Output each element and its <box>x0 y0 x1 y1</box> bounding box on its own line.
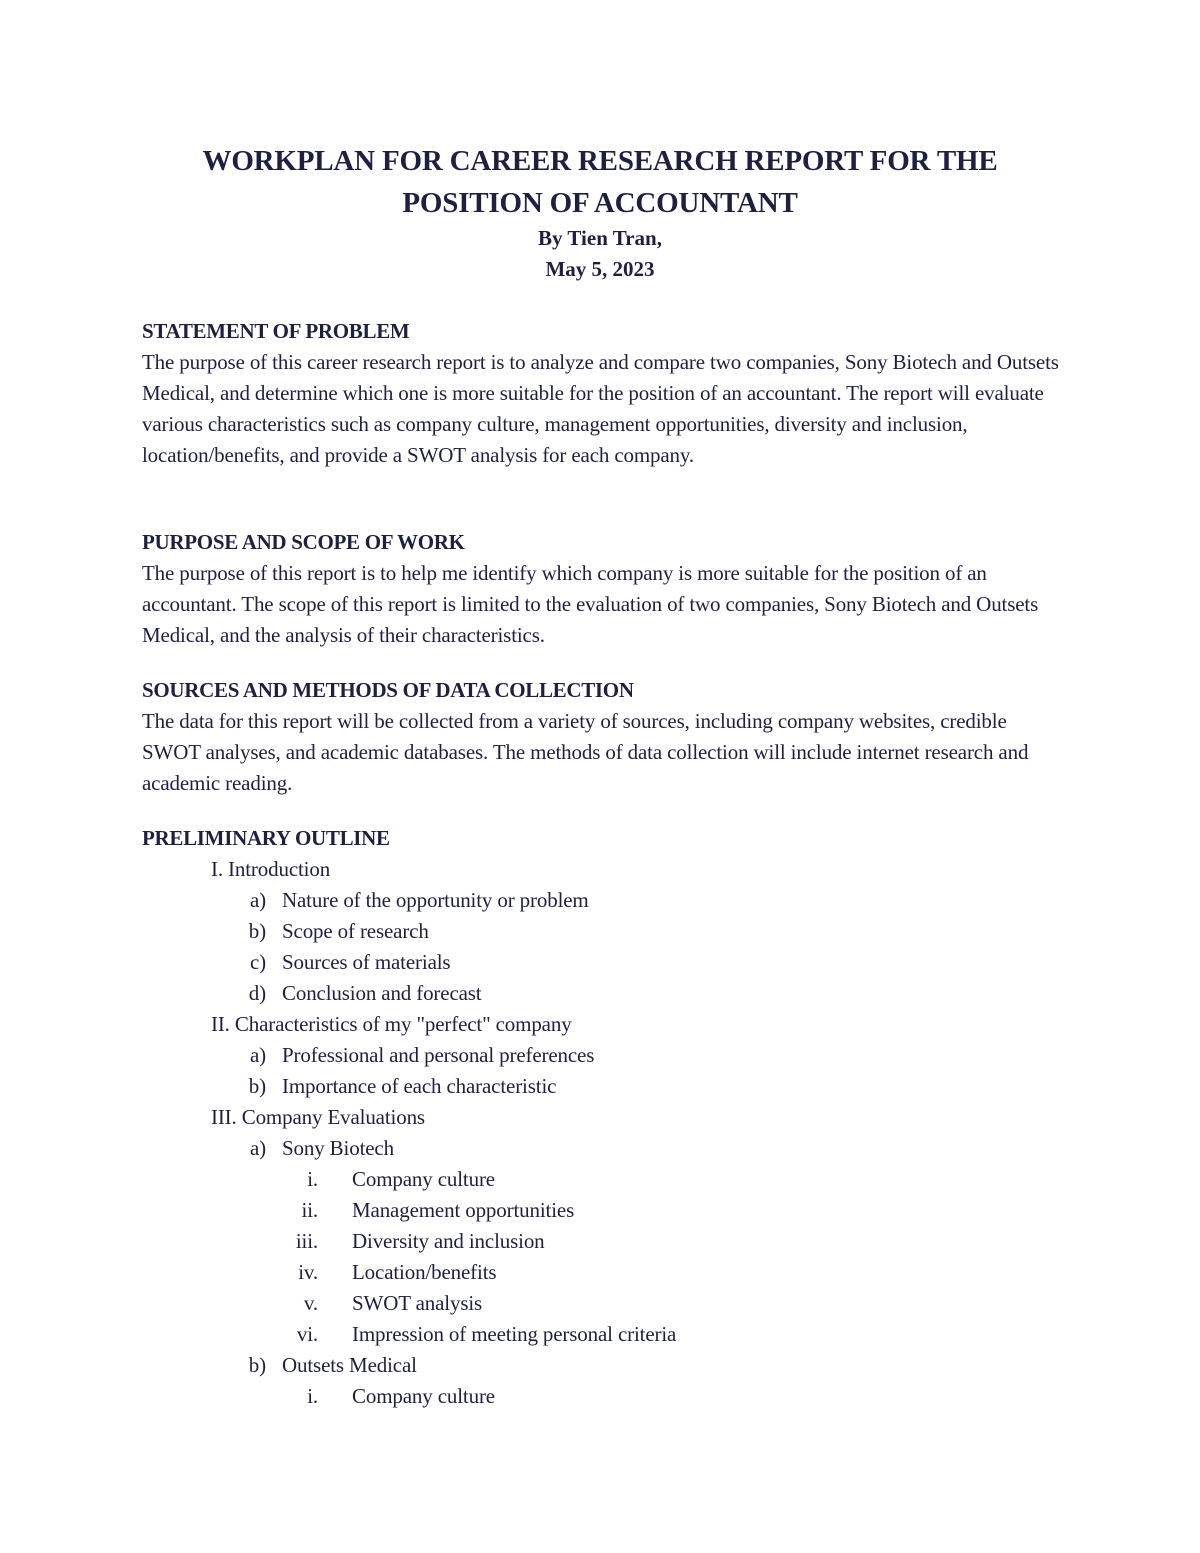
sources-heading: SOURCES AND METHODS OF DATA COLLECTION <box>142 678 634 702</box>
outline-item-marker: b) <box>248 919 266 943</box>
outline-item-marker: b) <box>248 1074 266 1098</box>
outline-item-marker: a) <box>249 1136 266 1160</box>
document-title <box>120 140 1080 224</box>
outline-item-text: SWOT analysis <box>352 1291 483 1315</box>
outline-item-text: Location/benefits <box>352 1260 497 1284</box>
statement-section <box>142 316 1062 471</box>
outline-item-marker: ii. <box>301 1198 318 1222</box>
outline-item-marker: b) <box>248 1353 266 1377</box>
author: By Tien Tran, <box>538 226 662 250</box>
outline-item-text: Diversity and inclusion <box>352 1229 545 1253</box>
date: May 5, 2023 <box>545 257 655 281</box>
outline-item-text: Company culture <box>352 1384 495 1408</box>
outline-item-marker: d) <box>248 981 266 1005</box>
outline-item-marker: i. <box>307 1384 318 1408</box>
outline-item-marker: v. <box>303 1291 318 1315</box>
purpose-section <box>142 527 1062 651</box>
outline-item-text: Impression of meeting personal criteria <box>352 1322 677 1346</box>
statement-heading: STATEMENT OF PROBLEM <box>142 319 410 343</box>
outline-section <box>142 823 1062 854</box>
outline-item-text: Importance of each characteristic <box>282 1074 557 1098</box>
outline-item-text: Conclusion and forecast <box>282 981 482 1005</box>
outline-item-marker: a) <box>249 888 266 912</box>
outline-item-text: II. Characteristics of my "perfect" company <box>211 1012 572 1036</box>
title-line-1: WORKPLAN FOR CAREER RESEARCH REPORT FOR THE <box>202 145 998 177</box>
outline-item-text: Company culture <box>352 1167 495 1191</box>
purpose-body: The purpose of this report is to help me identify which company is more suitable for the position of an accountant. The scope of this report is limited to the evaluation of two companies, Sony Biotech and Outsets Medical, and the analysis of their characteristics. <box>142 561 1039 647</box>
sources-section <box>142 675 1062 799</box>
outline-item-text: Sony Biotech <box>282 1136 394 1160</box>
outline-item-marker: a) <box>249 1043 266 1067</box>
outline-item-marker: c) <box>249 950 266 974</box>
outline-item-text: Scope of research <box>282 919 429 943</box>
outline-item-marker: vi. <box>296 1322 318 1346</box>
outline-item-text: III. Company Evaluations <box>211 1105 425 1129</box>
outline-item-text: Management opportunities <box>352 1198 575 1222</box>
outline-heading: PRELIMINARY OUTLINE <box>142 826 390 850</box>
purpose-heading: PURPOSE AND SCOPE OF WORK <box>142 530 465 554</box>
byline <box>120 223 1080 285</box>
outline-item-text: I. Introduction <box>211 857 331 881</box>
outline-item-marker: iv. <box>298 1260 318 1284</box>
outline-item-text: Outsets Medical <box>282 1353 417 1377</box>
outline-item-marker: i. <box>307 1167 318 1191</box>
statement-body: The purpose of this career research report is to analyze and compare two companies, Sony Biotech and Outsets Medical, and determine which one is more suitable for the position of an accountant. The report will evaluate various characteristics such as company culture, management opportunities, diversity and inclusion, location/benefits, and provide a SWOT analysis for each company. <box>142 350 1059 467</box>
outline-item-text: Nature of the opportunity or problem <box>282 888 589 912</box>
sources-body: The data for this report will be collected from a variety of sources, including company websites, credible SWOT analyses, and academic databases. The methods of data collection will include internet research and academic reading. <box>142 709 1029 795</box>
outline-item-text: Professional and personal preferences <box>282 1043 595 1067</box>
outline-item-text: Sources of materials <box>282 950 451 974</box>
title-line-2: POSITION OF ACCOUNTANT <box>402 187 798 219</box>
outline-item-marker: iii. <box>295 1229 318 1253</box>
